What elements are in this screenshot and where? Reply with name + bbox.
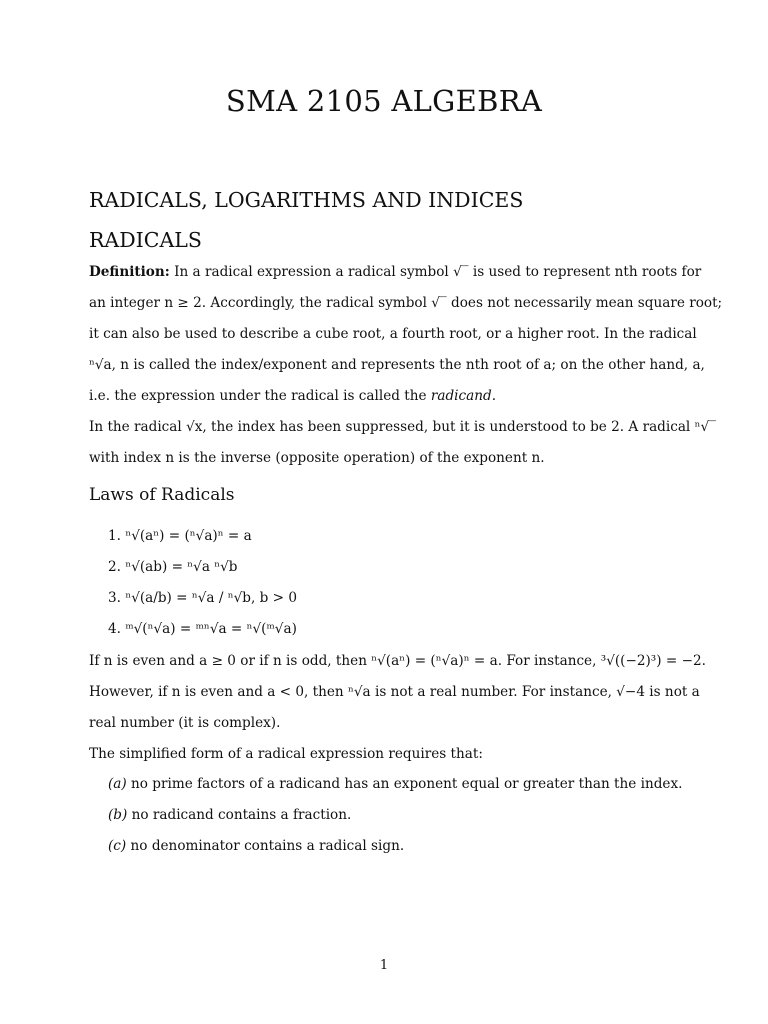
para3-line-1: If n is even and a ≥ 0 or if n is odd, then ⁿ√(aⁿ) = (ⁿ√a)ⁿ = a. For instance, ³√((−2)³) = −2. — [89, 653, 706, 669]
para3-line-3: real number (it is complex). — [89, 715, 281, 731]
law-number: 4. — [108, 621, 121, 637]
law-item — [108, 621, 297, 637]
law-item — [108, 528, 252, 544]
section-title: RADICALS, LOGARITHMS AND INDICES — [89, 188, 524, 212]
para3-line-2: However, if n is even and a < 0, then ⁿ√a is not a real number. For instance, √−4 is not a — [89, 684, 700, 700]
definition-text-1: In a radical expression a radical symbol √‾ is used to represent nth roots for — [169, 264, 702, 280]
document-title: SMA 2105 ALGEBRA — [225, 84, 543, 118]
condition-item — [108, 838, 404, 854]
definition-line-4: ⁿ√a, n is called the index/exponent and represents the nth root of a; on the other hand, a, — [89, 357, 705, 373]
condition-label: (b) — [108, 807, 128, 823]
definition-line-5 — [89, 387, 681, 405]
definition-line-1 — [89, 263, 702, 281]
condition-label: (a) — [108, 776, 127, 792]
para2-line-2: with index n is the inverse (opposite operation) of the exponent n. — [89, 450, 545, 466]
law-expression: ⁿ√(aⁿ) = (ⁿ√a)ⁿ = a — [125, 528, 252, 544]
law-expression: ⁿ√(ab) = ⁿ√a ⁿ√b — [125, 559, 238, 575]
definition-text-5c: . — [491, 388, 497, 404]
para2-line-1: In the radical √x, the index has been suppressed, but it is understood to be 2. A radical ⁿ√‾ — [89, 419, 716, 435]
law-number: 1. — [108, 528, 121, 544]
law-expression: ⁿ√(a/b) = ⁿ√a / ⁿ√b, b > 0 — [125, 590, 298, 606]
definition-line-2: an integer n ≥ 2. Accordingly, the radical symbol √‾ does not necessarily mean square root; — [89, 295, 723, 311]
definition-label: Definition: — [89, 264, 170, 280]
condition-item — [108, 776, 682, 792]
radicand-term: radicand — [430, 388, 492, 404]
condition-text: no denominator contains a radical sign. — [126, 838, 405, 854]
law-item — [108, 590, 297, 606]
law-number: 2. — [108, 559, 121, 575]
law-item — [108, 559, 238, 575]
condition-text: no prime factors of a radicand has an exponent equal or greater than the index. — [126, 776, 683, 792]
condition-item — [108, 807, 351, 823]
condition-label: (c) — [108, 838, 127, 854]
condition-text: no radicand contains a fraction. — [127, 807, 352, 823]
para4: The simplified form of a radical expression requires that: — [89, 746, 483, 762]
definition-text-5a: i.e. the expression under the radical is called the — [89, 388, 431, 404]
law-expression: ᵐ√(ⁿ√a) = ᵐⁿ√a = ⁿ√(ᵐ√a) — [125, 621, 297, 637]
page-number: 1 — [379, 958, 389, 973]
laws-heading: Laws of Radicals — [89, 485, 235, 505]
subsection-title: RADICALS — [89, 228, 202, 252]
definition-line-3: it can also be used to describe a cube root, a fourth root, or a higher root. In the radical — [89, 326, 697, 342]
law-number: 3. — [108, 590, 121, 606]
